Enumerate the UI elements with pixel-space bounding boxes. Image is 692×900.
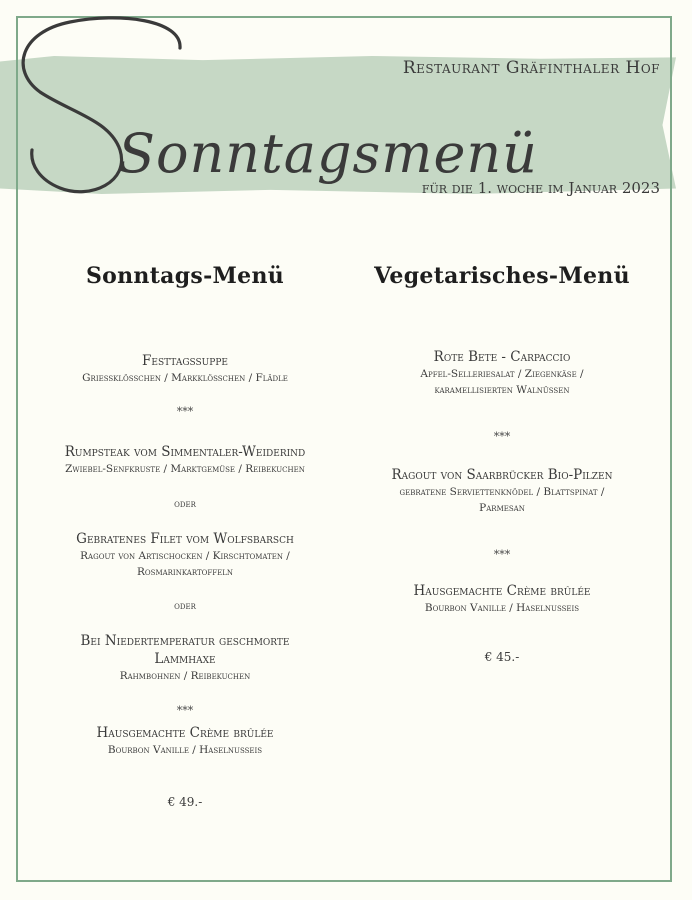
right-menu-heading: Vegetarisches-Menü <box>374 263 630 289</box>
left-main-3-desc: Rahmbohnen / Reibekuchen <box>119 670 251 682</box>
right-main-name: Ragout von Saarbrücker Bio-Pilzen <box>391 467 613 483</box>
left-main-1-desc: Zwiebel-Senfkruste / Marktgemüse / Reibekuchen <box>65 463 305 475</box>
left-menu <box>30 0 340 900</box>
left-main-1-name: Rumpsteak vom Simmentaler-Weiderind <box>64 444 306 460</box>
left-dessert-desc: Bourbon Vanille / Haselnusseis <box>107 744 263 756</box>
left-main-1 <box>30 443 340 477</box>
right-main-desc-1: gebratene Serviettenknödel / Blattspinat / <box>399 486 605 498</box>
right-starter <box>352 348 652 398</box>
left-starter <box>30 352 340 386</box>
right-dessert-desc: Bourbon Vanille / Haselnusseis <box>424 602 580 614</box>
right-price: € 45.- <box>484 650 520 664</box>
left-starter-desc: Griessklösschen / Markklösschen / Flädle <box>82 372 288 384</box>
left-dessert-name: Hausgemachte Crème brûlée <box>96 725 274 741</box>
right-starter-desc-2: karamellisierten Walnüssen <box>434 384 570 396</box>
left-main-2-desc-2: Rosmarinkartoffeln <box>137 566 233 578</box>
right-dessert-name: Hausgemachte Crème brûlée <box>413 583 591 599</box>
left-menu-heading: Sonntags-Menü <box>85 263 285 289</box>
left-or-1: oder <box>174 498 196 510</box>
right-main <box>352 466 652 516</box>
right-main-desc-2: Parmesan <box>479 502 525 514</box>
left-price: € 49.- <box>167 795 203 809</box>
left-dessert <box>30 724 340 758</box>
right-separator-1: *** <box>493 430 511 443</box>
left-main-3-name-2: Lammhaxe <box>154 651 216 667</box>
restaurant-name: Restaurant Gräfinthaler Hof <box>402 58 660 78</box>
left-starter-name: Festtagssuppe <box>142 353 228 369</box>
menu-title: Sonntagsmenü <box>118 122 538 185</box>
right-starter-name: Rote Bete - Carpaccio <box>433 349 571 365</box>
left-main-3 <box>30 632 340 684</box>
left-or-2: oder <box>174 600 196 612</box>
right-dessert <box>352 582 652 616</box>
right-starter-desc-1: Apfel-Selleriesalat / Ziegenkäse / <box>420 368 584 380</box>
left-main-2-desc-1: Ragout von Artischocken / Kirschtomaten / <box>80 550 290 562</box>
left-main-2-name: Gebratenes Filet vom Wolfsbarsch <box>76 531 294 547</box>
left-main-3-name-1: Bei Niedertemperatur geschmorte <box>80 633 290 649</box>
left-separator-1: *** <box>176 405 194 418</box>
left-separator-2: *** <box>176 704 194 717</box>
menu-subtitle: für die 1. woche im Januar 2023 <box>421 179 660 197</box>
right-menu <box>352 0 652 900</box>
right-separator-2: *** <box>493 548 511 561</box>
left-main-2 <box>30 530 340 580</box>
